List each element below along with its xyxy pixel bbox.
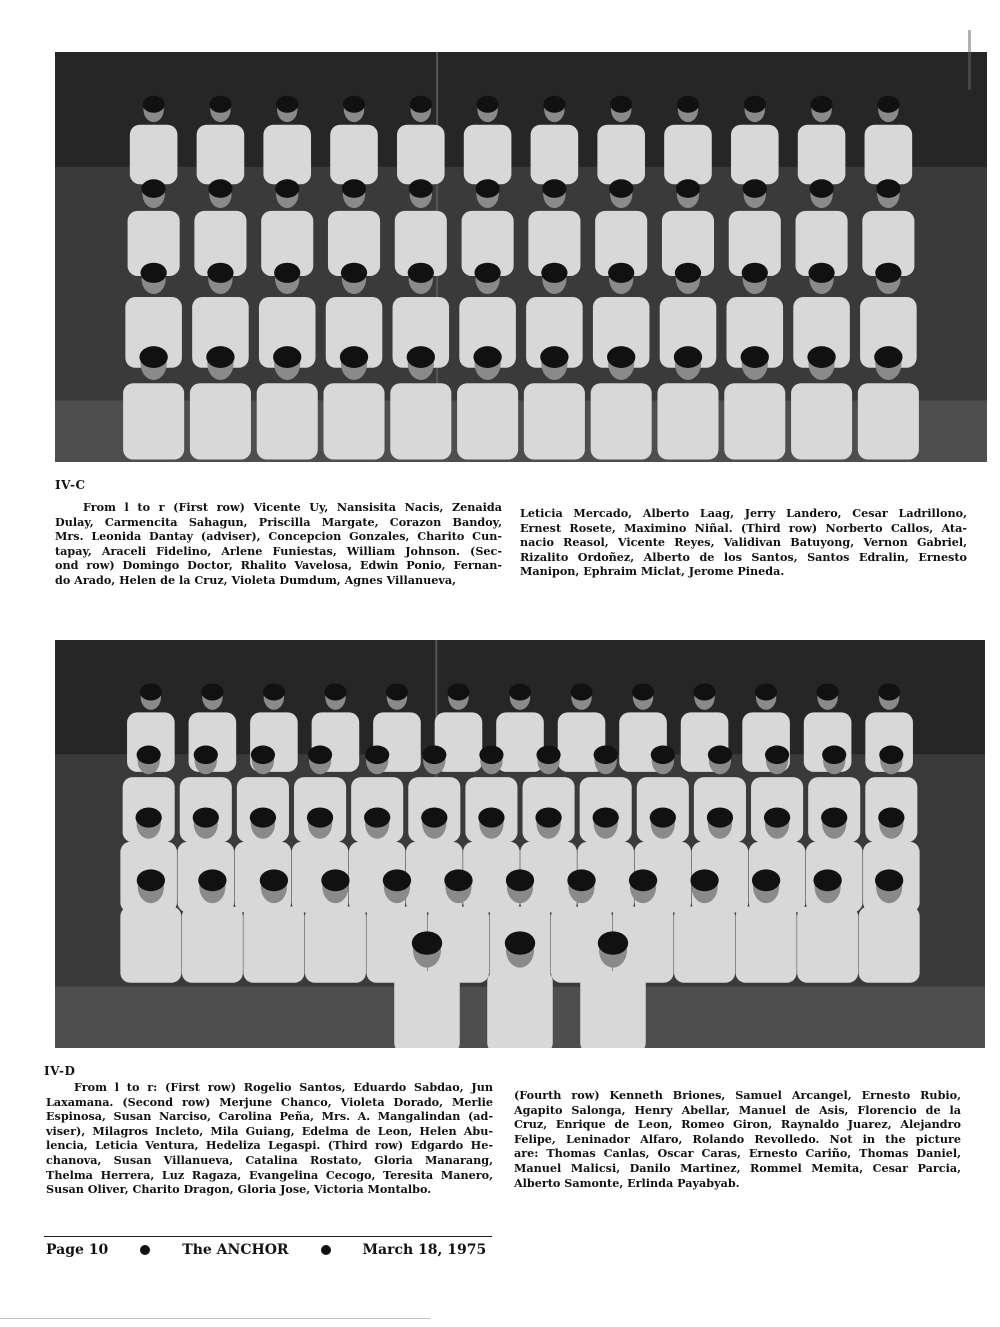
caption-line: Espinosa, Susan Narciso, Carolina Peña, Mrs. A. Mangalindan (ad- <box>46 1109 493 1124</box>
caption-line: nacio Reasol, Vicente Reyes, Validivan Batuyong, Vernon Gabriel, <box>520 535 967 550</box>
bullet-icon <box>321 1245 331 1255</box>
page-number: Page 10 <box>46 1242 109 1258</box>
caption-line: Ernest Rosete, Maximino Niñal. (Third row) Norberto Callos, Ata- <box>520 520 967 535</box>
caption-line: Manipon, Ephraim Miclat, Jerome Pineda. <box>520 564 785 579</box>
caption-line: Felipe, Leninador Alfaro, Rolando Revolledo. Not in the picture <box>514 1131 961 1146</box>
scan-mark <box>0 1318 430 1319</box>
class-photo-iv-c <box>55 52 987 462</box>
caption-iv-c-right <box>520 506 967 579</box>
bullet-icon <box>140 1245 150 1255</box>
caption-line: (Fourth row) Kenneth Briones, Samuel Arcangel, Ernesto Rubio, <box>514 1088 961 1102</box>
caption-line: chanova, Susan Villanueva, Catalina Rostato, Gloria Manarang, <box>46 1152 493 1167</box>
publication-name: The ANCHOR <box>182 1242 289 1258</box>
caption-line: do Arado, Helen de la Cruz, Violeta Dumdum, Agnes Villanueva, <box>55 572 457 587</box>
caption-iv-c-left <box>55 500 502 588</box>
caption-line: Leticia Mercado, Alberto Laag, Jerry Landero, Cesar Ladrillono, <box>520 506 967 520</box>
caption-line: Susan Oliver, Charito Dragon, Gloria Jose, Victoria Montalbo. <box>46 1182 432 1197</box>
caption-line: From l to r: (First row) Rogelio Santos, Eduardo Sabdao, Jun <box>74 1080 493 1094</box>
caption-line: ond row) Domingo Doctor, Rhalito Vavelosa, Edwin Ponio, Fernan- <box>55 558 502 573</box>
footer-rule <box>44 1236 492 1237</box>
photo-image <box>55 52 987 462</box>
scan-mark <box>968 30 971 90</box>
section-label-iv-c: IV-C <box>55 478 86 492</box>
caption-line: lencia, Leticia Ventura, Hedeliza Legaspi. (Third row) Edgardo He- <box>46 1138 493 1153</box>
caption-line: Mrs. Leonida Dantay (adviser), Concepcion Gonzales, Charito Cun- <box>55 529 502 544</box>
caption-line: Agapito Salonga, Henry Abellar, Manuel de Asis, Florencio de la <box>514 1102 961 1117</box>
class-photo-iv-d <box>55 640 985 1048</box>
caption-line: Laxamana. (Second row) Merjune Chanco, Violeta Dorado, Merlie <box>46 1094 493 1109</box>
caption-iv-d-left <box>46 1080 493 1197</box>
caption-line: are: Thomas Canlas, Oscar Caras, Ernesto Cariño, Thomas Daniel, <box>514 1146 961 1161</box>
section-label-iv-d: IV-D <box>44 1064 76 1078</box>
caption-line: Rizalito Ordoñez, Alberto de los Santos, Santos Edralin, Ernesto <box>520 549 967 564</box>
photo-image <box>55 640 985 1048</box>
caption-line: Manuel Malicsi, Danilo Martinez, Rommel Memita, Cesar Parcia, <box>514 1160 961 1175</box>
issue-date: March 18, 1975 <box>362 1242 487 1258</box>
caption-iv-d-right <box>514 1088 961 1190</box>
caption-line: Alberto Samonte, Erlinda Payabyab. <box>514 1175 740 1190</box>
caption-line: tapay, Araceli Fidelino, Arlene Funiestas, William Johnson. (Sec- <box>55 543 502 558</box>
caption-line: Cruz, Enrique de Leon, Romeo Giron, Raynaldo Juarez, Alejandro <box>514 1117 961 1132</box>
caption-line: viser), Milagros Incleto, Mila Guiang, Edelma de Leon, Helen Abu- <box>46 1123 493 1138</box>
caption-line: Thelma Herrera, Luz Ragaza, Evangelina Cecogo, Teresita Manero, <box>46 1167 493 1182</box>
caption-line: From l to r (First row) Vicente Uy, Nansisita Nacis, Zenaida <box>83 500 502 514</box>
page-footer <box>46 1242 496 1258</box>
caption-line: Dulay, Carmencita Sahagun, Priscilla Margate, Corazon Bandoy, <box>55 514 502 529</box>
